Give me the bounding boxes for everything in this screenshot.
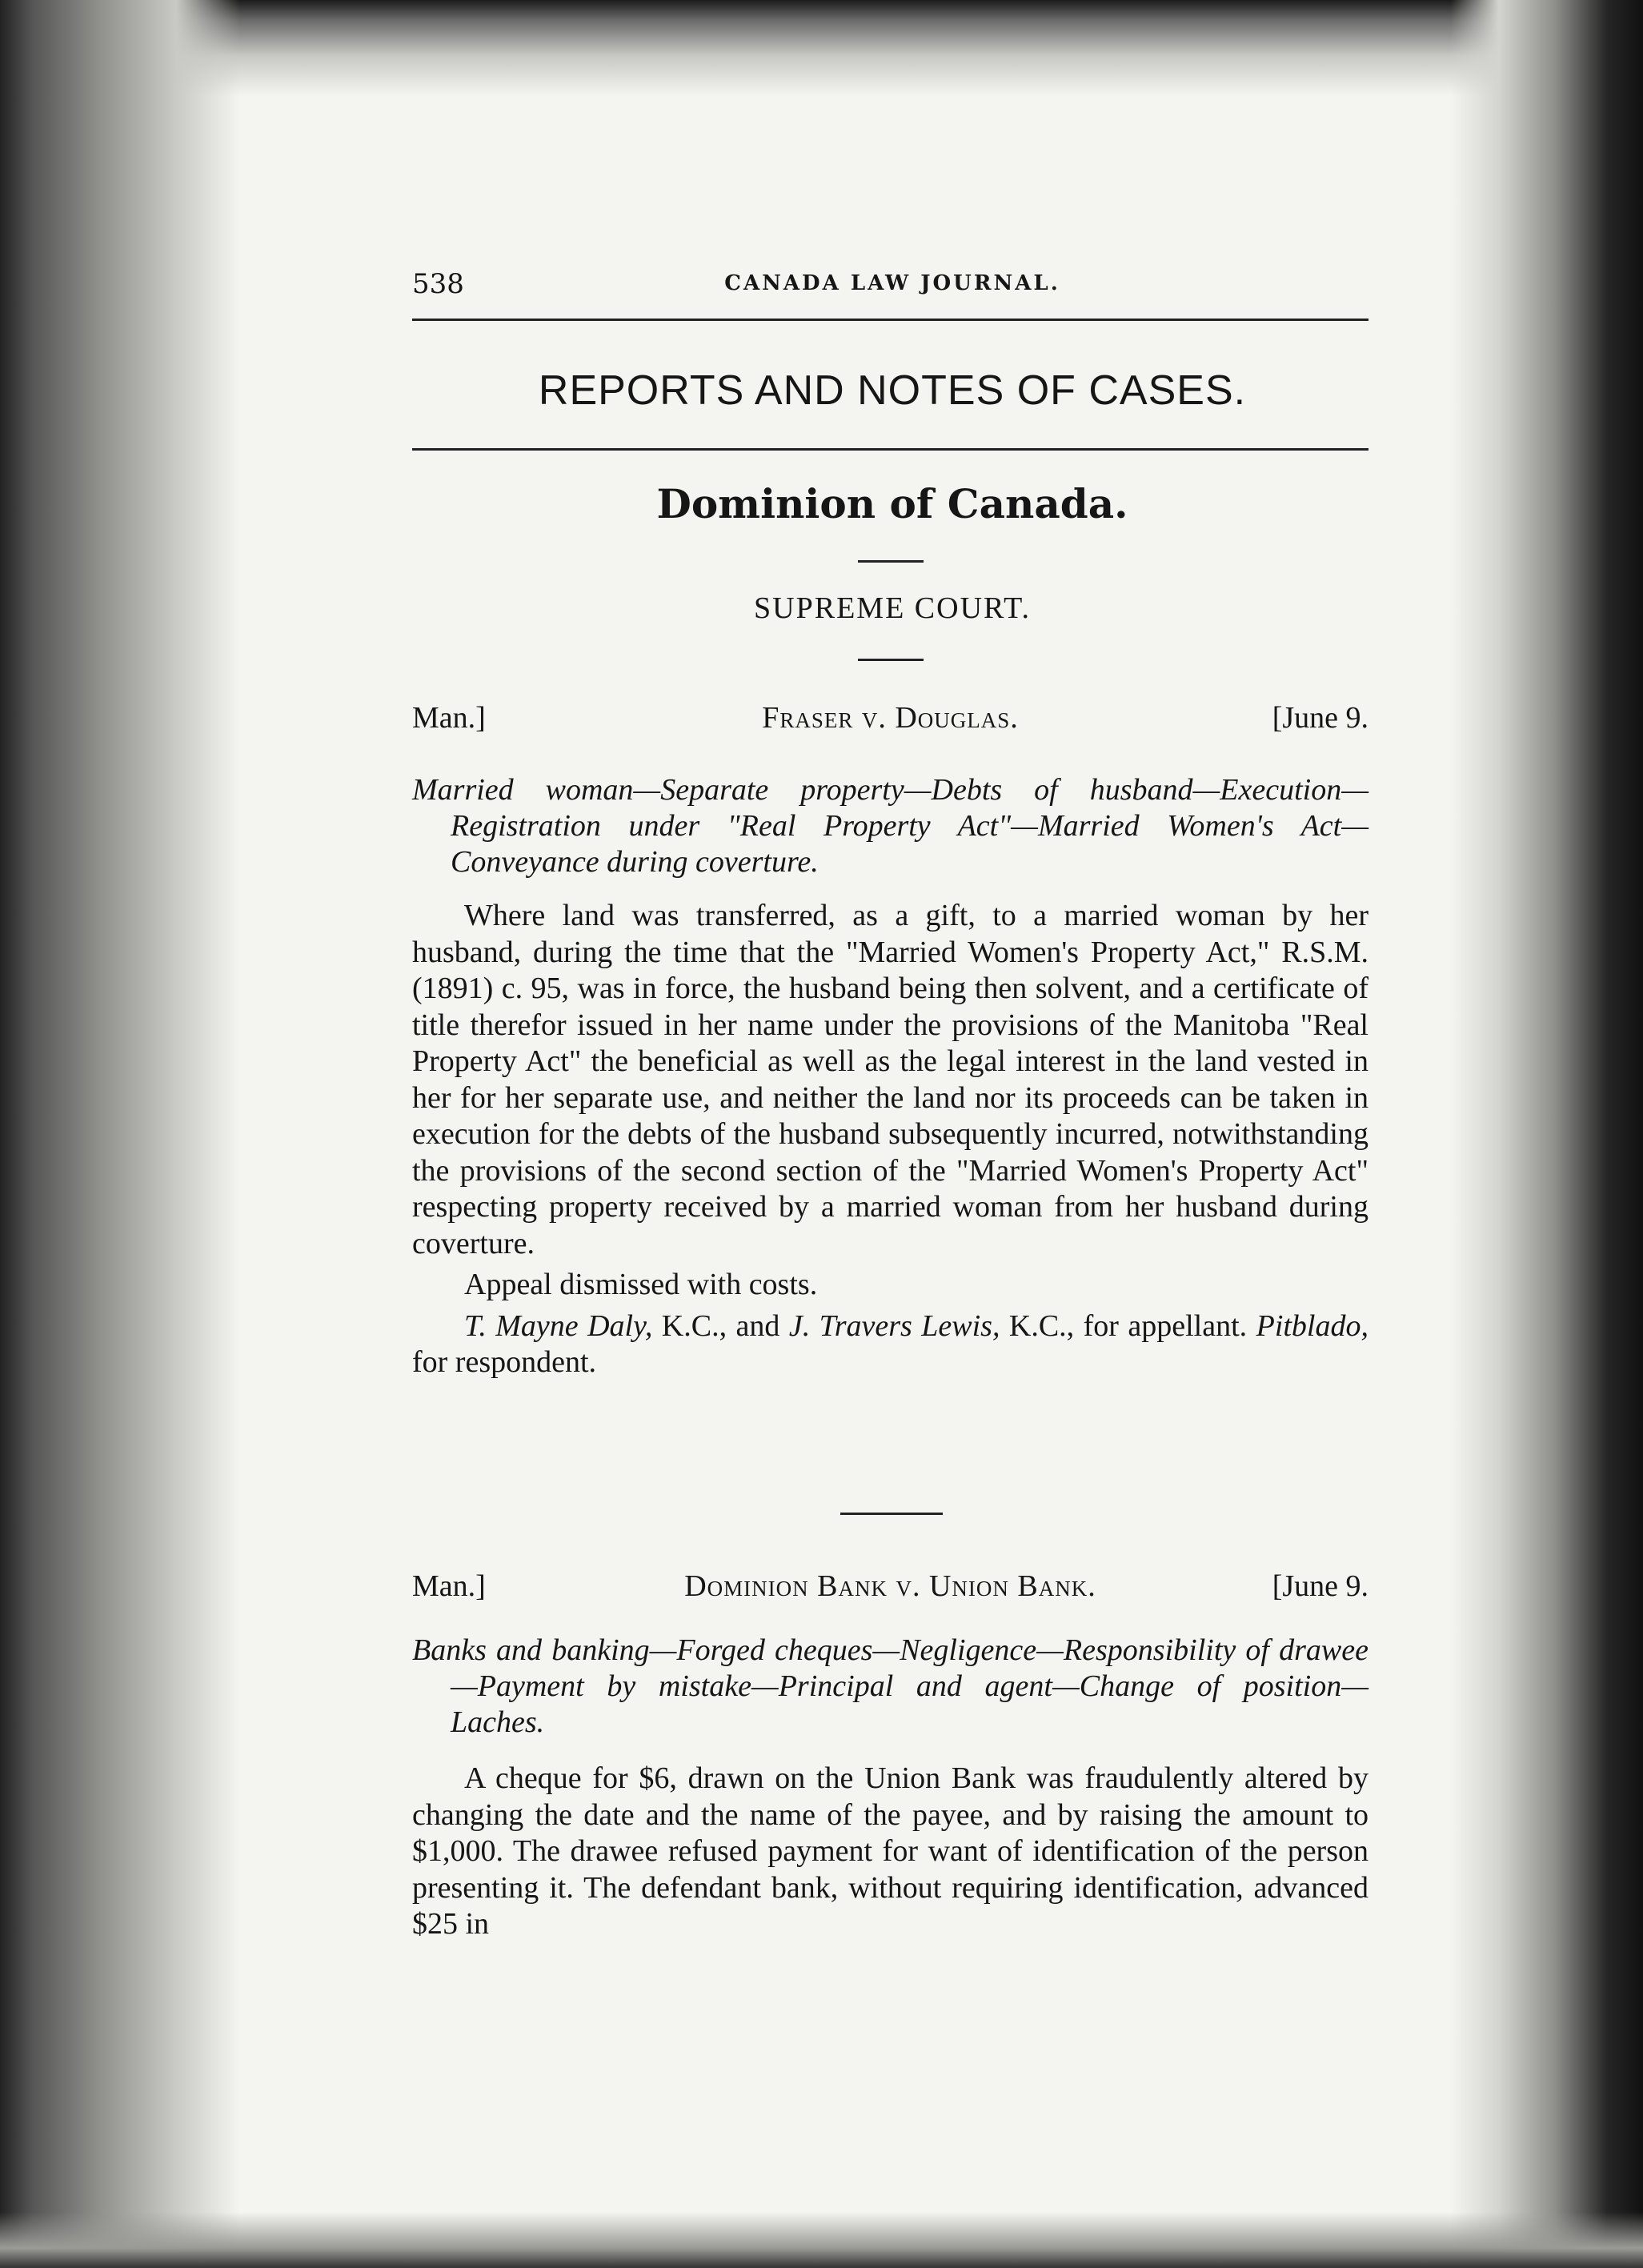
case-separator-rule — [840, 1513, 943, 1515]
counsel-text: for respondent. — [412, 1345, 597, 1379]
counsel-name: T. Mayne Daly, — [464, 1308, 653, 1343]
case-province: Man.] — [412, 1569, 486, 1603]
page-number: 538 — [412, 268, 464, 300]
case-paragraph: A cheque for $6, drawn on the Union Bank was fraudulently altered by changing the date and the name of the payee, and by raising the amount to $1,000. The drawee refused payment for want of identification of the person presenting it. The defendant bank, without requiring identification, advanced $25 in — [412, 1761, 1368, 1941]
case-body — [412, 1761, 1368, 1943]
court-heading: SUPREME COURT. — [754, 591, 1031, 625]
case-heading — [412, 1569, 1368, 1609]
ornament-rule-1 — [858, 560, 924, 563]
case-name: Fraser v. Douglas. — [762, 701, 1019, 735]
header-rule — [412, 319, 1368, 321]
scan-edge-top — [0, 0, 1643, 96]
case-counsel — [412, 1308, 1368, 1381]
counsel-name: Pitblado, — [1256, 1308, 1368, 1343]
case-province: Man.] — [412, 701, 486, 735]
case-name: Dominion Bank v. Union Bank. — [684, 1569, 1096, 1603]
journal-name: CANADA LAW JOURNAL. — [724, 271, 1060, 295]
scan-edge-bottom — [0, 2212, 1643, 2268]
scan-edge-left — [0, 0, 240, 2268]
ornament-rule-2 — [858, 659, 924, 661]
case-date: [June 9. — [1272, 1569, 1368, 1603]
jurisdiction-heading: Dominion of Canada. — [656, 480, 1128, 527]
counsel-text: K.C., for appellant. — [1000, 1308, 1256, 1343]
case-date: [June 9. — [1272, 701, 1368, 735]
case-headnote — [412, 772, 1368, 880]
scan-edge-right — [1451, 0, 1643, 2268]
headnote-text: Married woman—Separate property—Debts of husband—Execution—Registration under "Real Property Act"—Married Women's Act—Conveyance during coverture. — [412, 773, 1368, 879]
headnote-text: Banks and banking—Forged cheques—Negligence—Responsibility of drawee—Payment by mistake—Principal and agent—Change of position—Laches. — [412, 1633, 1368, 1739]
case-result: Appeal dismissed with costs. — [464, 1268, 818, 1301]
counsel-text: K.C., and — [652, 1308, 789, 1343]
section-rule — [412, 448, 1368, 451]
case-paragraph: Where land was transferred, as a gift, to a married woman by her husband, during the time that the "Married Women's Property Act," R.S.M. (1891) c. 95, was in force, the husband being then solvent, and a certificate of title therefor issued in her name under the provisions of the Manitoba "Real Property Act" the beneficial as well as the legal interest in the land vested in her for her separate use, and neither the land nor its proceeds can be taken in execution for the debts of the husband subsequently incurred, notwithstanding the provisions of the second section of the "Married Women's Property Act" respecting property received by a married woman from her husband during coverture. — [412, 899, 1368, 1260]
running-head — [412, 268, 1373, 308]
case-heading — [412, 700, 1368, 740]
counsel-name: J. Travers Lewis, — [788, 1308, 1000, 1343]
section-title: REPORTS AND NOTES OF CASES. — [538, 367, 1247, 414]
case-headnote — [412, 1633, 1368, 1741]
case-body — [412, 898, 1368, 1381]
